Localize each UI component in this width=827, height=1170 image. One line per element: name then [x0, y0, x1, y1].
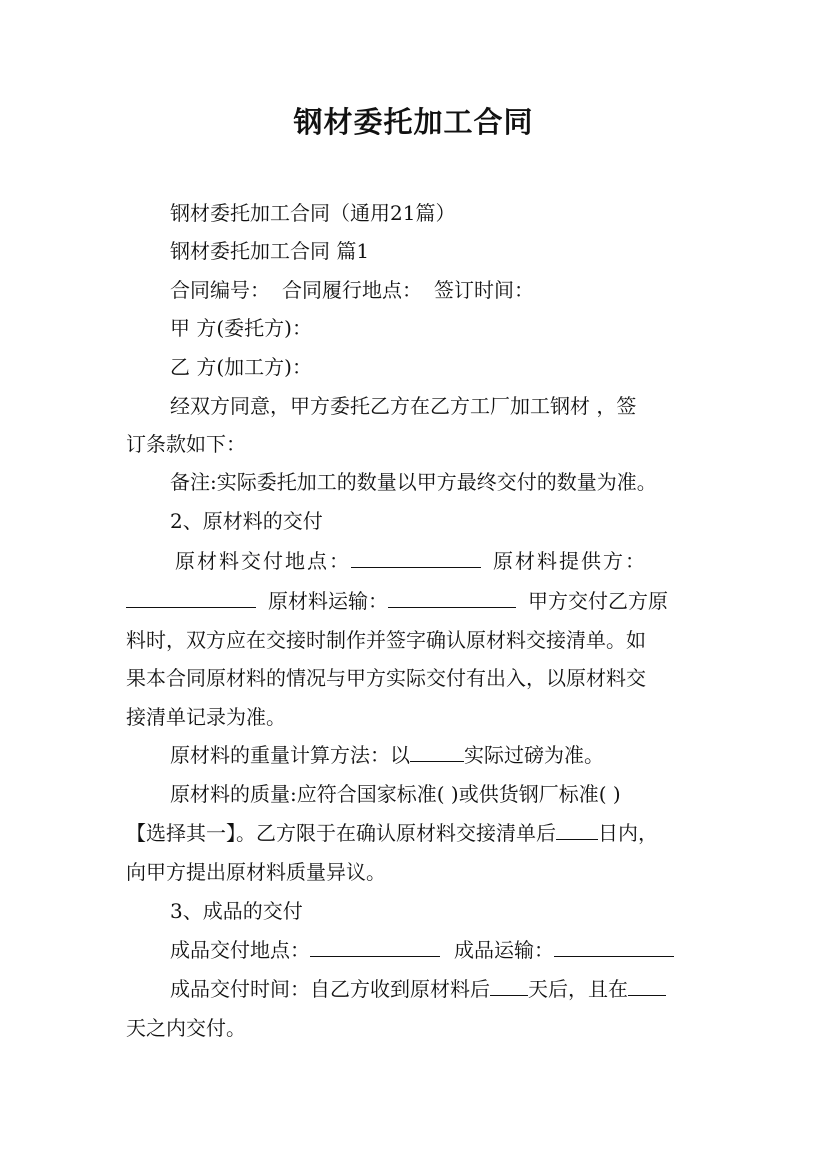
- raw-handover-text-a: 甲方交付乙方原: [528, 589, 668, 613]
- raw-delivery-place-blank: [351, 547, 481, 568]
- contract-number-label: 合同编号：: [170, 278, 270, 302]
- party-b-line: 乙 方(加工方)：: [170, 355, 312, 379]
- raw-transport-line: [126, 586, 716, 616]
- raw-provider-label: 原材料提供方：: [493, 549, 647, 573]
- document-subtitle: 钢材委托加工合同（通用21篇）: [170, 201, 456, 225]
- quality-text-b2: 日内，: [598, 821, 658, 845]
- quality-text-b1: 【选择其一】。乙方限于在确认原材料交接清单后: [126, 821, 556, 845]
- raw-handover-line-b: 料时，双方应在交接时制作并签字确认原材料交接清单。如: [126, 628, 646, 652]
- agreement-line-1: 经双方同意，甲方委托乙方在乙方工厂加工钢材 ，签: [170, 394, 637, 418]
- quality-line-b: [126, 818, 716, 848]
- quality-line-c: 向甲方提出原材料质量异议。: [126, 860, 386, 884]
- raw-delivery-line: [175, 546, 716, 576]
- weight-text-b: 实际过磅为准。: [464, 743, 604, 767]
- raw-handover-line-c: 果本合同原材料的情况与甲方实际交付有出入，以原材料交: [126, 666, 646, 690]
- raw-transport-label: 原材料运输：: [268, 589, 388, 613]
- product-transport-blank: [554, 936, 674, 957]
- performance-place-label: 合同履行地点：: [282, 278, 422, 302]
- product-time-blank-1: [490, 975, 528, 996]
- weight-text-a: 原材料的重量计算方法：以: [170, 743, 410, 767]
- raw-delivery-place-label: 原材料交付地点：: [175, 549, 351, 573]
- weight-line: [170, 740, 716, 770]
- product-time-blank-2: [628, 975, 666, 996]
- product-time-line: [170, 974, 716, 1004]
- product-time-text-a: 成品交付时间：自乙方收到原材料后: [170, 977, 490, 1001]
- chapter-heading: 钢材委托加工合同 篇1: [170, 239, 370, 263]
- product-delivery-line: [170, 935, 716, 965]
- product-time-text-b: 天后，且在: [528, 977, 628, 1001]
- product-time-line-c: 天之内交付。: [126, 1016, 246, 1040]
- sign-time-label: 签订时间：: [434, 278, 534, 302]
- header-fields-line: [170, 275, 716, 305]
- raw-handover-line-d: 接清单记录为准。: [126, 705, 286, 729]
- weight-blank: [410, 741, 464, 762]
- section-3-heading: 3、成品的交付: [170, 899, 303, 923]
- quality-line-a: 原材料的质量:应符合国家标准( )或供货钢厂标准( ): [170, 782, 621, 806]
- product-place-label: 成品交付地点：: [170, 938, 310, 962]
- quality-days-blank: [556, 819, 598, 840]
- section-2-heading: 2、原材料的交付: [170, 509, 323, 533]
- product-place-blank: [310, 936, 440, 957]
- document-title: 钢材委托加工合同: [293, 105, 534, 139]
- raw-transport-blank: [388, 587, 516, 608]
- party-a-line: 甲 方(委托方)：: [170, 316, 312, 340]
- product-transport-label: 成品运输：: [454, 938, 554, 962]
- raw-provider-blank: [126, 587, 256, 608]
- agreement-line-2: 订条款如下：: [126, 432, 246, 456]
- note-line: 备注:实际委托加工的数量以甲方最终交付的数量为准。: [170, 470, 657, 494]
